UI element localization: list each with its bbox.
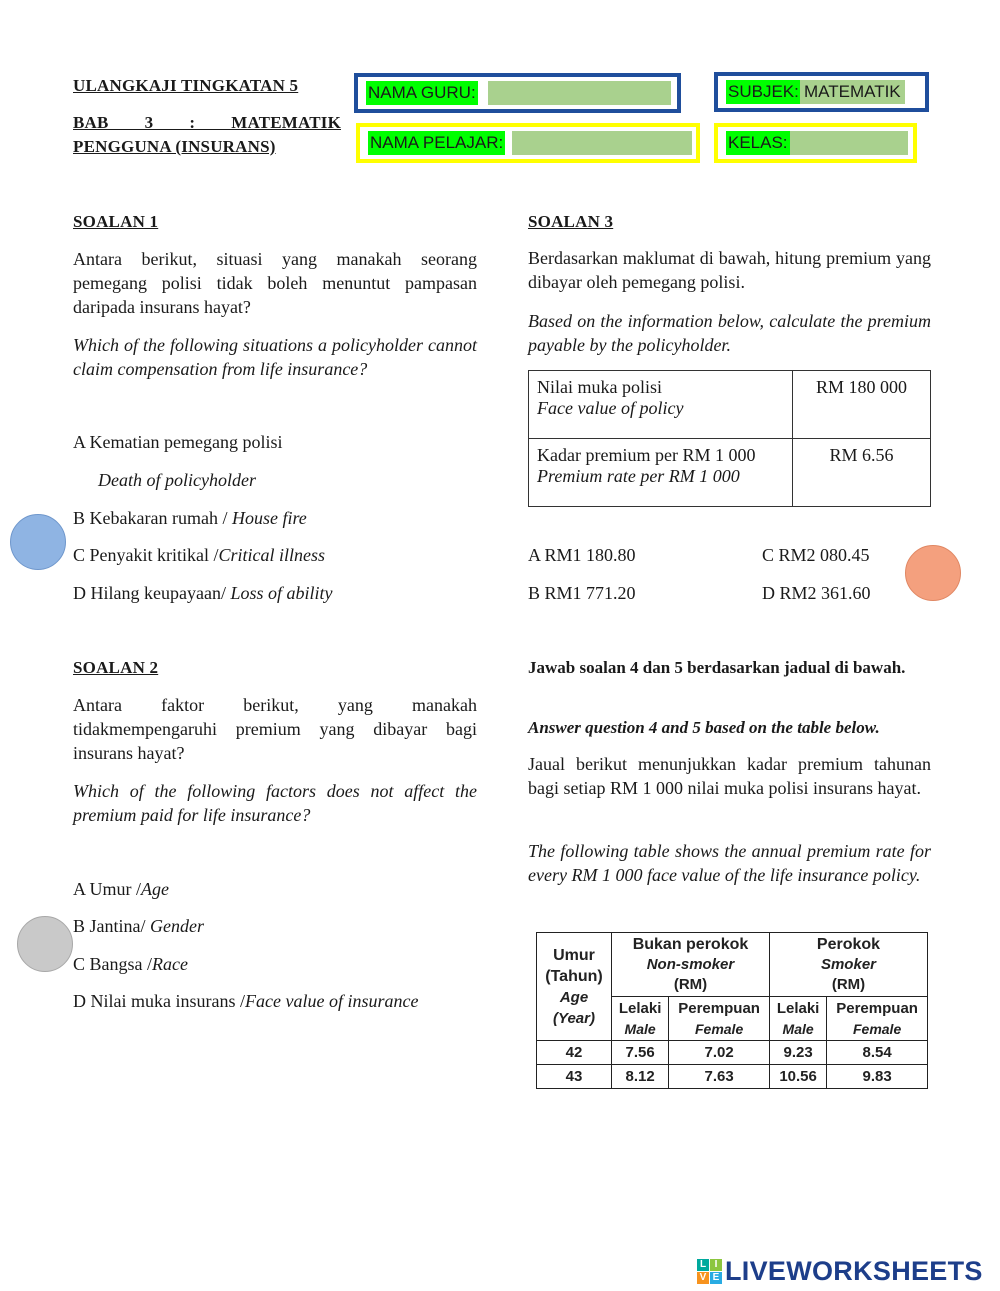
female-ms: Perempuan bbox=[836, 999, 918, 1017]
non-smoker-header-en: Non-smoker bbox=[646, 955, 735, 973]
non-smoker-header-unit: (RM) bbox=[673, 975, 708, 993]
q45-intro-ms: Jawab soalan 4 dan 5 berdasarkan jadual di bawah. bbox=[528, 658, 906, 677]
row-43-ns-male: 8.12 bbox=[612, 1065, 669, 1089]
male-ms: Lelaki bbox=[618, 999, 662, 1017]
option-a-en: Age bbox=[141, 879, 169, 899]
question-2-option-d bbox=[73, 989, 418, 1013]
class-field bbox=[714, 123, 917, 163]
question-3-text-ms: Berdasarkan maklumat di bawah, hitung premium yang dibayar oleh pemegang polisi. bbox=[528, 248, 931, 292]
question-1-option-b bbox=[73, 506, 307, 530]
q45-text-en: The following table shows the annual premium rate for every RM 1 000 face value of the life insurance policy. bbox=[528, 841, 931, 885]
row-43-s-female: 9.83 bbox=[827, 1065, 928, 1089]
male-header-ns bbox=[612, 997, 669, 1041]
option-a-ms: A Umur / bbox=[73, 879, 142, 899]
teacher-name-field bbox=[354, 73, 681, 113]
option-a-en: Death of policyholder bbox=[98, 470, 256, 490]
premium-rate-amount: RM 6.56 bbox=[793, 439, 931, 507]
female-header-s bbox=[827, 997, 928, 1041]
answer-drop-circle-q3[interactable] bbox=[905, 545, 961, 601]
question-3-option-b: B RM1 771.20 bbox=[528, 583, 636, 603]
premium-rate-label bbox=[529, 439, 793, 507]
option-c-en: Critical illness bbox=[218, 545, 326, 565]
question-1-text-ms: Antara berikut, situasi yang manakah seorang pemegang polisi tidak boleh menuntut pampasan daripada insurans hayat? bbox=[73, 249, 477, 317]
option-c-ms: C Penyakit kritikal / bbox=[73, 545, 219, 565]
row-42-s-female: 8.54 bbox=[827, 1041, 928, 1065]
female-ms: Perempuan bbox=[678, 999, 760, 1017]
row-42-s-male: 9.23 bbox=[769, 1041, 826, 1065]
question-1-title: SOALAN 1 bbox=[73, 212, 159, 231]
row-42-ns-female: 7.02 bbox=[669, 1041, 770, 1065]
age-header-en-unit: (Year) bbox=[553, 1009, 595, 1027]
smoker-header-unit: (RM) bbox=[831, 975, 866, 993]
question-1-option-d bbox=[73, 581, 332, 605]
answer-drop-circle-q2[interactable] bbox=[17, 916, 73, 972]
face-value-label-en: Face value of policy bbox=[537, 398, 684, 418]
female-en: Female bbox=[694, 1020, 744, 1037]
premium-rate-label-ms: Kadar premium per RM 1 000 bbox=[537, 445, 756, 465]
q45-intro-en: Answer question 4 and 5 based on the table below. bbox=[528, 718, 880, 737]
option-b-en: House fire bbox=[231, 508, 307, 528]
age-header-ms-unit: (Tahun) bbox=[545, 967, 603, 985]
male-en: Male bbox=[624, 1020, 656, 1037]
question-3-option-a: A RM1 180.80 bbox=[528, 545, 636, 565]
option-d-en: Face value of insurance bbox=[244, 991, 419, 1011]
teacher-name-input[interactable] bbox=[488, 81, 671, 105]
option-d-ms: D Hilang keupayaan/ bbox=[73, 583, 231, 603]
option-b-ms: B Kebakaran rumah / bbox=[73, 508, 232, 528]
option-d-en: Loss of ability bbox=[230, 583, 333, 603]
smoker-header bbox=[769, 933, 927, 997]
question-2-option-a bbox=[73, 877, 169, 901]
q45-text-ms: Jaual berikut menunjukkan kadar premium tahunan bagi setiap RM 1 000 nilai muka polisi insurans hayat. bbox=[528, 754, 931, 798]
age-header-en: Age bbox=[559, 988, 589, 1006]
row-42-ns-male: 7.56 bbox=[612, 1041, 669, 1065]
age-header bbox=[537, 933, 612, 1041]
non-smoker-header bbox=[612, 933, 770, 997]
row-43-s-male: 10.56 bbox=[769, 1065, 826, 1089]
table-row bbox=[537, 1065, 928, 1089]
row-43-ns-female: 7.63 bbox=[669, 1065, 770, 1089]
option-c-en: Race bbox=[152, 954, 188, 974]
question-3-option-d: D RM2 361.60 bbox=[762, 583, 871, 603]
question-3-text-en: Based on the information below, calculate the premium payable by the policyholder. bbox=[528, 311, 931, 355]
female-en: Female bbox=[852, 1020, 902, 1037]
question-1-option-c bbox=[73, 543, 325, 567]
subject-field bbox=[714, 72, 929, 112]
teacher-name-label: NAMA GURU: bbox=[366, 81, 478, 105]
question-2-option-b bbox=[73, 914, 204, 938]
class-label: KELAS: bbox=[726, 131, 790, 155]
option-b-ms: B Jantina/ bbox=[73, 916, 150, 936]
face-value-amount: RM 180 000 bbox=[793, 371, 931, 439]
row-42-age: 42 bbox=[537, 1041, 612, 1065]
option-b-en: Gender bbox=[150, 916, 204, 936]
option-c-ms: C Bangsa / bbox=[73, 954, 152, 974]
question-1-option-a bbox=[73, 430, 282, 454]
male-ms: Lelaki bbox=[776, 999, 820, 1017]
smoker-header-en: Smoker bbox=[820, 955, 876, 973]
male-en: Male bbox=[782, 1020, 814, 1037]
chapter-title-line2: PENGGUNA (INSURANS) bbox=[73, 137, 276, 156]
logo-mark-icon: L I V E bbox=[697, 1259, 722, 1284]
male-header-s bbox=[769, 997, 826, 1041]
row-43-age: 43 bbox=[537, 1065, 612, 1089]
subject-label: SUBJEK: bbox=[726, 80, 801, 104]
policy-info-table bbox=[528, 370, 931, 507]
logo-wordmark: LIVEWORKSHEETS bbox=[725, 1256, 983, 1286]
option-d-ms: D Nilai muka insurans / bbox=[73, 991, 245, 1011]
liveworksheets-logo[interactable] bbox=[697, 1256, 983, 1287]
question-2-text-en: Which of the following factors does not affect the premium paid for life insurance? bbox=[73, 781, 477, 825]
non-smoker-header-ms: Bukan perokok bbox=[632, 935, 749, 953]
question-2-title: SOALAN 2 bbox=[73, 658, 159, 677]
face-value-label-ms: Nilai muka polisi bbox=[537, 377, 662, 397]
smoker-header-ms: Perokok bbox=[816, 935, 881, 953]
question-3-title: SOALAN 3 bbox=[528, 212, 614, 231]
subject-value: MATEMATIK bbox=[800, 80, 905, 104]
option-a-ms: A Kematian pemegang polisi bbox=[73, 432, 283, 452]
student-name-field bbox=[356, 123, 700, 163]
question-3-option-c: C RM2 080.45 bbox=[762, 545, 870, 565]
premium-rate-table bbox=[536, 932, 928, 1089]
answer-drop-circle-q1[interactable] bbox=[10, 514, 66, 570]
student-name-input[interactable] bbox=[512, 131, 692, 155]
class-input[interactable] bbox=[790, 131, 908, 155]
table-row bbox=[537, 1041, 928, 1065]
student-name-label: NAMA PELAJAR: bbox=[368, 131, 505, 155]
age-header-ms: Umur bbox=[553, 946, 595, 964]
question-2-text-ms: Antara faktor berikut, yang manakah tidakmempengaruhi premium yang dibayar bagi insurans hayat? bbox=[73, 695, 477, 763]
question-2-option-c bbox=[73, 952, 188, 976]
worksheet-title: ULANGKAJI TINGKATAN 5 bbox=[73, 76, 299, 95]
chapter-title-line1: BAB 3 : MATEMATIK bbox=[73, 113, 341, 132]
question-1-text-en: Which of the following situations a policyholder cannot claim compensation from life insurance? bbox=[73, 335, 477, 379]
female-header-ns bbox=[669, 997, 770, 1041]
premium-rate-label-en: Premium rate per RM 1 000 bbox=[537, 466, 740, 486]
face-value-label bbox=[529, 371, 793, 439]
